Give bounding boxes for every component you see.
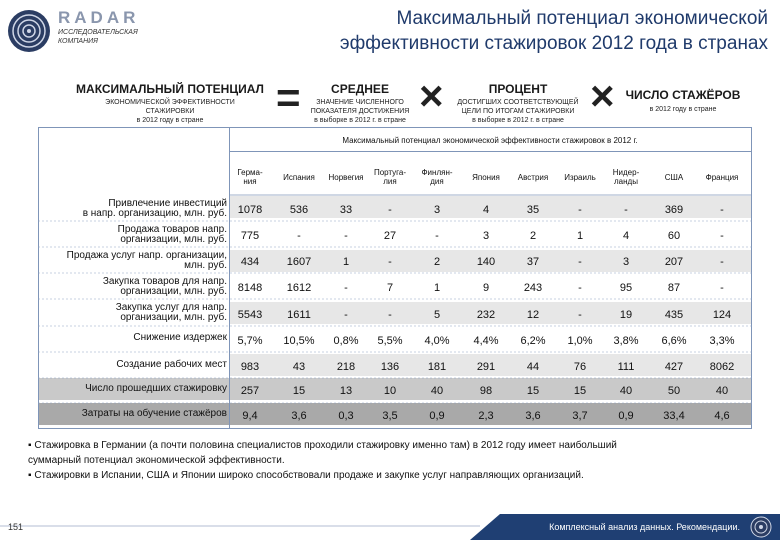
- table-cell: 3,3%: [709, 335, 735, 347]
- table-cell: -: [388, 256, 392, 268]
- table-cell: 50: [667, 385, 681, 397]
- table-cell: 40: [715, 385, 729, 397]
- table-cell: 15: [526, 385, 540, 397]
- table-cell: 4,4%: [473, 335, 499, 347]
- multiply-sign-1: ×: [419, 72, 444, 119]
- table-cell: 1611: [287, 309, 311, 321]
- table-cell: 232: [476, 309, 496, 321]
- table-cell: 60: [667, 230, 681, 242]
- table-cell: 5543: [237, 309, 263, 321]
- table-cell: 27: [383, 230, 397, 242]
- table-cell: -: [624, 204, 628, 216]
- row-label-cost-reduction: Снижение издержек: [133, 332, 227, 343]
- formula-pct-head: ПРОЦЕНТ: [488, 82, 548, 96]
- table-cell: -: [388, 309, 392, 321]
- table-cell: 124: [712, 309, 732, 321]
- table-cell: 2: [433, 256, 441, 268]
- table-cell: 44: [526, 361, 540, 373]
- page-number: 151: [8, 522, 24, 532]
- col-portugal: Португа- лия: [373, 168, 407, 186]
- table-cell: 1612: [286, 282, 312, 294]
- table-cell: 434: [240, 256, 260, 268]
- table-cell: 33: [339, 204, 353, 216]
- table-cell: 983: [240, 361, 260, 373]
- table-cell: 3,5: [382, 410, 398, 422]
- table-cell: 3: [482, 230, 490, 242]
- table-cell: -: [720, 256, 724, 268]
- table-cell: 2: [529, 230, 537, 242]
- multiply-sign-2: ×: [590, 72, 615, 119]
- note-line-2: суммарный потенциал экономической эффективности.: [28, 455, 285, 466]
- table-cell: -: [578, 256, 582, 268]
- formula-pct-sub2: ЦЕЛИ ПО ИТОГАМ СТАЖИРОВКИ: [461, 108, 575, 115]
- table-cell: 10,5%: [283, 335, 315, 347]
- formula-avg: [300, 82, 420, 125]
- table-cell: 35: [526, 204, 540, 216]
- table-cell: 8062: [709, 361, 735, 373]
- table-cell: 218: [336, 361, 356, 373]
- table-cell: -: [344, 282, 348, 294]
- table-cell: 4: [622, 230, 630, 242]
- col-austria: Австрия: [517, 172, 549, 182]
- table-cell: 0,8%: [333, 335, 359, 347]
- table-cell: -: [344, 230, 348, 242]
- formula-max-sub2: СТАЖИРОВКИ: [145, 108, 195, 115]
- table-cell: 369: [664, 204, 684, 216]
- title-line-1: Максимальный потенциал экономической: [396, 8, 768, 29]
- table-cell: 0,9: [618, 410, 634, 422]
- table-cell: 3,7: [572, 410, 588, 422]
- row-label-jobs: Создание рабочих мест: [116, 359, 227, 370]
- table-cell: 0,9: [429, 410, 445, 422]
- table-cell: -: [297, 230, 301, 242]
- formula-max-head: МАКСИМАЛЬНЫЙ ПОТЕНЦИАЛ: [76, 82, 264, 96]
- table-cell: 1607: [286, 256, 312, 268]
- table-cell: 435: [664, 309, 684, 321]
- formula-avg-head: СРЕДНЕЕ: [331, 82, 389, 96]
- page-title: [208, 6, 768, 56]
- table-cell: -: [435, 230, 439, 242]
- formula-max: [70, 82, 270, 125]
- table-cell: -: [578, 309, 582, 321]
- table-cell: 6,6%: [661, 335, 687, 347]
- formula-avg-sub3: в выборке в 2012 г. в стране: [314, 117, 406, 124]
- formula-cnt-head: ЧИСЛО СТАЖЁРОВ: [625, 88, 741, 102]
- table-cell: 19: [619, 309, 633, 321]
- table-cell: 4: [482, 204, 490, 216]
- table-cell: 5,7%: [237, 335, 263, 347]
- table-cell: -: [720, 230, 724, 242]
- table-cell: 6,2%: [520, 335, 546, 347]
- formula-max-sub3: в 2012 году в стране: [136, 117, 204, 124]
- radar-logo-icon: [6, 8, 52, 54]
- table-cell: 1078: [237, 204, 263, 216]
- table-cell: 98: [479, 385, 493, 397]
- col-israel: Израиль: [564, 172, 596, 182]
- table-cell: 7: [386, 282, 394, 294]
- table-cell: 536: [289, 204, 309, 216]
- table-cell: -: [578, 204, 582, 216]
- table-cell: 40: [430, 385, 444, 397]
- note-line-3: ▪ Стажировки в Испании, США и Японии широко способствовали продаже и закупке услуг направляющих организаций.: [28, 470, 584, 481]
- table-cell: 4,6: [714, 410, 730, 422]
- row-label-services-purchase: Закупка услуг для напр. организации, млн. руб.: [115, 302, 227, 323]
- col-finland: Финлян- дия: [421, 168, 453, 186]
- table-cell: 2,3: [478, 410, 494, 422]
- table-cell: -: [344, 309, 348, 321]
- col-japan: Япония: [472, 172, 500, 182]
- table-cell: 15: [573, 385, 587, 397]
- table-cell: 9,4: [242, 410, 258, 422]
- table-cell: 1: [433, 282, 441, 294]
- formula-cnt: [618, 88, 748, 114]
- table-cell: 140: [476, 256, 496, 268]
- table-cell: -: [578, 282, 582, 294]
- row-label-training-costs: Затраты на обучение стажёров: [81, 408, 227, 419]
- table-cell: 37: [526, 256, 540, 268]
- table-cell: 9: [482, 282, 490, 294]
- table-cell: 291: [476, 361, 496, 373]
- logo-subtitle: ИССЛЕДОВАТЕЛЬСКАЯ КОМПАНИЯ: [58, 29, 138, 45]
- table-cell: 1: [576, 230, 584, 242]
- row-label-services-sales: Продажа услуг напр. организации, млн. руб.: [66, 250, 227, 271]
- col-germany: Герма- ния: [237, 168, 263, 186]
- table-cell: 1: [342, 256, 350, 268]
- table-cell: 4,0%: [424, 335, 450, 347]
- notes: [28, 438, 758, 483]
- col-spain: Испания: [283, 172, 315, 182]
- formula-cnt-sub1: в 2012 году в стране: [649, 106, 717, 113]
- table-cell: 775: [240, 230, 260, 242]
- formula-avg-sub1: ЗНАЧЕНИЕ ЧИСЛЕННОГО: [316, 99, 404, 106]
- table-cell: 76: [573, 361, 587, 373]
- table-cell: 33,4: [663, 410, 685, 422]
- formula-max-sub1: ЭКОНОМИЧЕСКОЙ ЭФФЕКТИВНОСТИ: [105, 99, 235, 106]
- table-cell: 181: [427, 361, 447, 373]
- table-cell: 5,5%: [377, 335, 403, 347]
- table-cell: 1,0%: [567, 335, 593, 347]
- table-cell: 3,6: [525, 410, 541, 422]
- col-norway: Норвегия: [328, 172, 364, 182]
- title-line-2: эффективности стажировок 2012 года в странах: [339, 33, 768, 54]
- col-netherlands: Нидер- ланды: [612, 168, 640, 186]
- footer-text: Комплексный анализ данных. Рекомендации.: [549, 522, 740, 532]
- equals-sign: =: [276, 74, 301, 121]
- table-cell: 3,8%: [613, 335, 639, 347]
- table-cell: 243: [523, 282, 543, 294]
- table-cell: 13: [339, 385, 353, 397]
- formula-avg-sub2: ПОКАЗАТЕЛЯ ДОСТИЖЕНИЯ: [310, 108, 410, 115]
- table-caption: Максимальный потенциал экономической эффективности стажировок в 2012 г.: [342, 136, 638, 145]
- formula-pct-sub1: ДОСТИГШИХ СООТВЕТСТВУЮЩЕЙ: [457, 99, 579, 106]
- table-cell: 5: [433, 309, 441, 321]
- table-cell: 0,3: [338, 410, 354, 422]
- table-cell: 87: [667, 282, 681, 294]
- table-cell: 136: [380, 361, 400, 373]
- table-cell: 15: [292, 385, 306, 397]
- table-cell: -: [720, 204, 724, 216]
- table-cell: 3: [433, 204, 441, 216]
- formula-pct: [448, 82, 588, 125]
- row-label-investments: Привлечение инвестиций в напр. организацию, млн. руб.: [82, 198, 227, 219]
- row-label-goods-sales: Продажа товаров напр. организации, млн. руб.: [117, 224, 227, 245]
- note-line-1: ▪ Стажировка в Германии (а почти половина специалистов проходили стажировку именно там) в 2012 году имеет наибольший: [28, 440, 617, 451]
- corner-logo-icon: [748, 515, 774, 539]
- logo-name: RADAR: [58, 8, 140, 27]
- table-cell: 3: [622, 256, 630, 268]
- formula-pct-sub3: в выборке в 2012 г. в стране: [472, 117, 564, 124]
- table-cell: 111: [617, 361, 635, 373]
- table-cell: 40: [619, 385, 633, 397]
- row-label-goods-purchase: Закупка товаров для напр. организации, млн. руб.: [102, 276, 227, 297]
- table-cell: 12: [526, 309, 540, 321]
- table-cell: -: [720, 282, 724, 294]
- table-cell: 257: [240, 385, 260, 397]
- table-cell: -: [388, 204, 392, 216]
- table-cell: 95: [619, 282, 633, 294]
- table-cell: 3,6: [291, 410, 307, 422]
- table-cell: 8148: [237, 282, 263, 294]
- table-cell: 207: [664, 256, 684, 268]
- row-label-trainees: Число прошедших стажировку: [85, 383, 227, 394]
- table-cell: 43: [292, 361, 306, 373]
- table-cell: 10: [383, 385, 397, 397]
- col-usa: США: [664, 172, 684, 182]
- col-france: Франция: [705, 172, 739, 182]
- table-cell: 427: [664, 361, 684, 373]
